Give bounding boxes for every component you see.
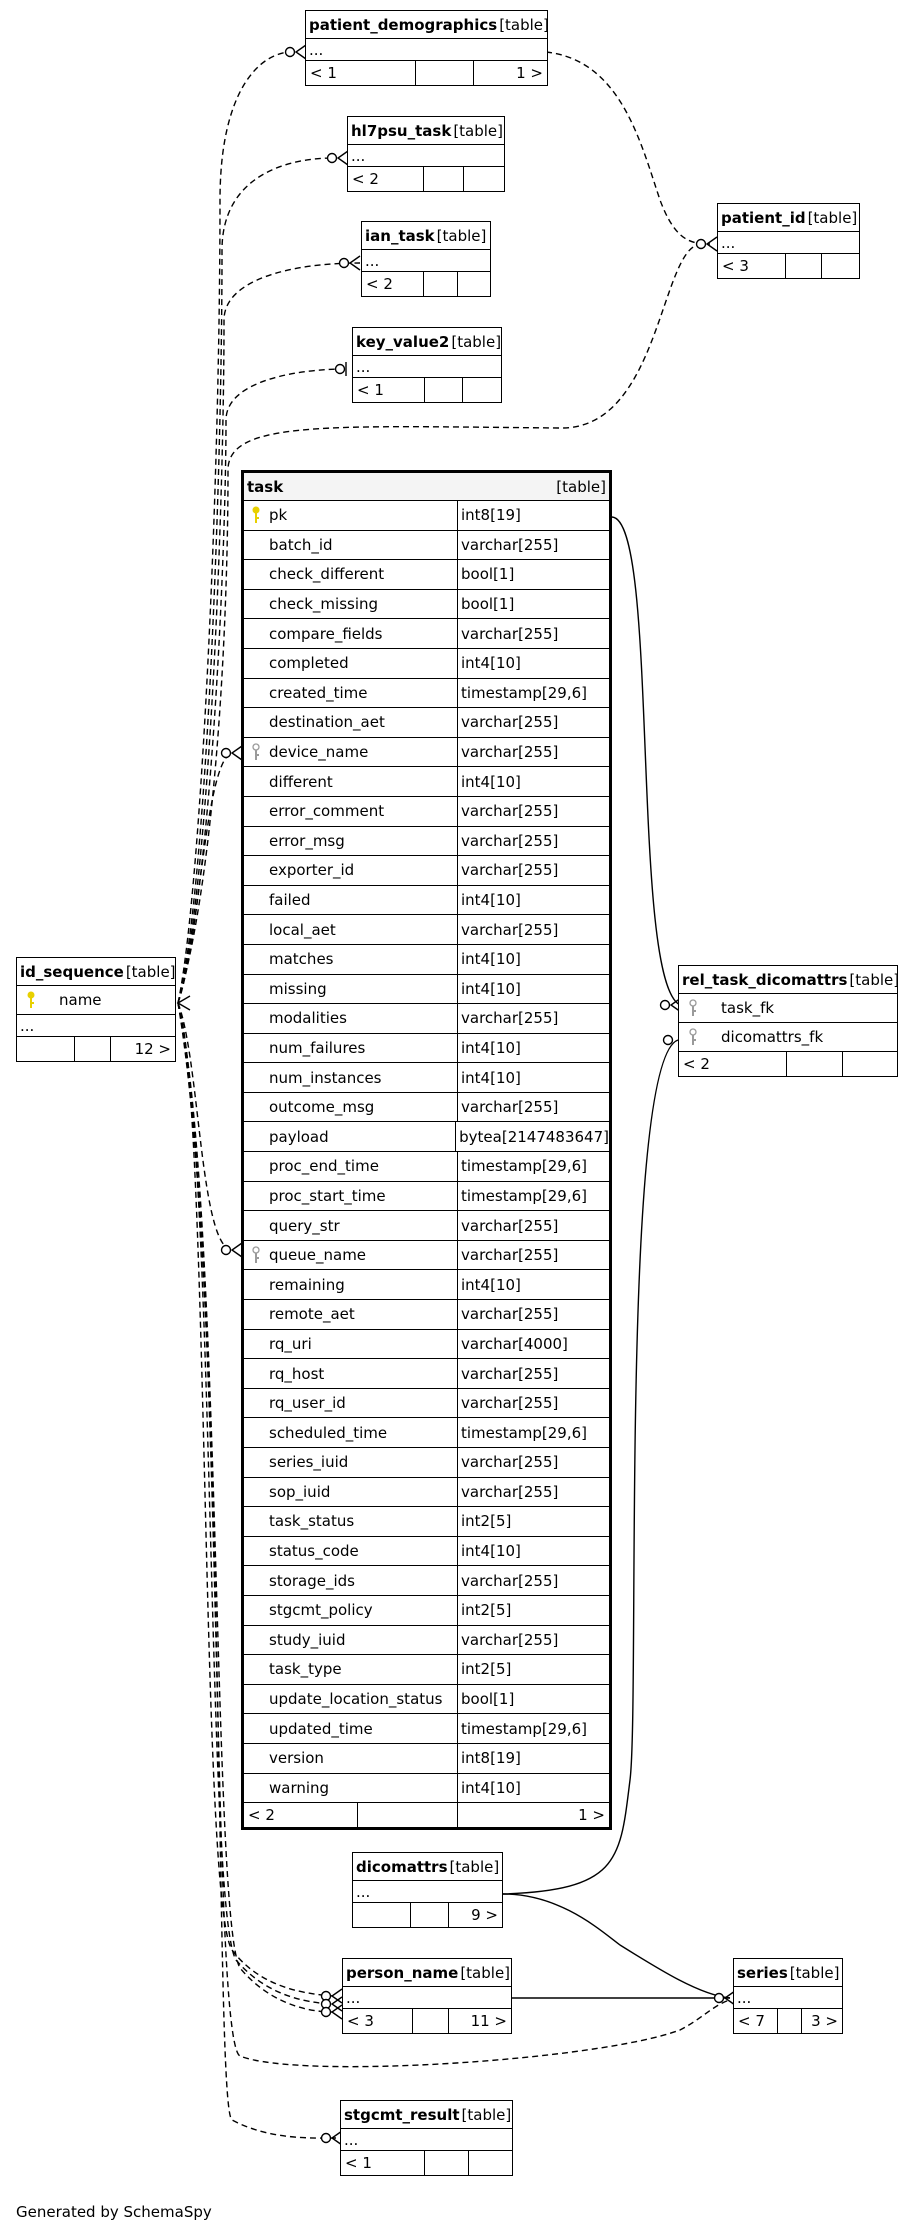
table-type: [table] [556, 477, 606, 496]
optional-marker [322, 2008, 331, 2017]
children-count: 9 > [471, 1906, 498, 1924]
optional-marker [222, 749, 231, 758]
column-type: int4[10] [461, 891, 521, 910]
table-footer [734, 2009, 842, 2033]
table-ian-task[interactable] [361, 221, 491, 297]
column-name: outcome_msg [269, 1098, 375, 1117]
table-type: [table] [499, 15, 549, 34]
link-patient-id-b [546, 52, 710, 244]
table-patient-id[interactable] [717, 203, 860, 279]
table-footer [348, 167, 504, 191]
columns-ellipsis: ... [353, 1881, 502, 1903]
link-task-device-name [178, 753, 232, 1003]
column-name: update_location_status [269, 1690, 443, 1709]
column-row[interactable] [244, 856, 609, 886]
column-row[interactable] [244, 590, 609, 620]
columns-ellipsis: ... [306, 39, 547, 61]
table-name: hl7psu_task [351, 121, 452, 140]
column-name: remote_aet [269, 1305, 355, 1324]
table-stgcmt-result[interactable] [340, 2100, 513, 2176]
column-type: varchar[255] [461, 535, 559, 554]
children-count: 1 > [578, 1806, 605, 1825]
column-row[interactable] [17, 986, 175, 1015]
column-row[interactable] [244, 1685, 609, 1715]
column-row[interactable] [244, 945, 609, 975]
column-type: int4[10] [461, 1275, 521, 1294]
columns-ellipsis: ... [362, 250, 490, 272]
table-id-sequence[interactable] [16, 957, 176, 1062]
column-row[interactable] [244, 1566, 609, 1596]
column-row[interactable] [244, 1182, 609, 1212]
table-footer [343, 2009, 511, 2033]
column-name: num_instances [269, 1068, 382, 1087]
column-row[interactable] [244, 1034, 609, 1064]
parents-count: < 3 [718, 254, 786, 278]
optional-marker [336, 365, 345, 374]
foreign-key-icon [688, 1028, 698, 1046]
column-type: int4[10] [461, 654, 521, 673]
column-type: varchar[255] [461, 1482, 559, 1501]
foreign-key-icon [251, 743, 261, 761]
column-name: sop_iuid [269, 1482, 331, 1501]
table-type: [table] [849, 970, 900, 989]
column-name: payload [269, 1127, 329, 1146]
column-type: varchar[255] [461, 1364, 559, 1383]
column-name: destination_aet [269, 713, 385, 732]
column-type: int4[10] [461, 950, 521, 969]
column-name: scheduled_time [269, 1423, 388, 1442]
column-row[interactable] [244, 1122, 609, 1152]
column-type: varchar[255] [461, 1305, 559, 1324]
primary-key-icon [26, 991, 36, 1009]
column-name: matches [269, 950, 334, 969]
column-row[interactable] [244, 1359, 609, 1389]
column-type: varchar[255] [461, 624, 559, 643]
column-type: varchar[255] [461, 713, 559, 732]
column-name: status_code [269, 1542, 359, 1561]
column-row[interactable] [244, 975, 609, 1005]
column-name: check_missing [269, 595, 379, 614]
column-row[interactable] [244, 1774, 609, 1804]
column-name: failed [269, 891, 311, 910]
column-name: rq_user_id [269, 1394, 346, 1413]
column-type: varchar[255] [461, 802, 559, 821]
column-row[interactable] [244, 1330, 609, 1360]
parents-count: < 1 [306, 61, 416, 85]
parents-count: < 1 [353, 378, 425, 402]
table-footer [679, 1052, 897, 1076]
column-type: int8[19] [461, 1749, 521, 1768]
table-patient-demographics[interactable] [305, 10, 548, 86]
column-row[interactable] [244, 649, 609, 679]
generator-credit: Generated by SchemaSpy [16, 2203, 212, 2221]
optional-marker [322, 2134, 331, 2143]
column-row[interactable] [244, 1241, 609, 1271]
column-type: int2[5] [461, 1601, 512, 1620]
column-name: created_time [269, 683, 368, 702]
crowfoot-marker [707, 237, 717, 251]
table-footer [353, 378, 501, 402]
column-row[interactable] [244, 1063, 609, 1093]
column-row[interactable] [244, 679, 609, 709]
column-name: modalities [269, 1009, 347, 1028]
column-name: batch_id [269, 535, 333, 554]
optional-marker [222, 1246, 231, 1255]
column-row[interactable] [244, 560, 609, 590]
column-row[interactable] [244, 1655, 609, 1685]
link-dicomattrs-series [503, 1894, 730, 1998]
column-name: pk [269, 506, 288, 525]
table-footer [341, 2151, 512, 2175]
column-name: storage_ids [269, 1571, 355, 1590]
optional-marker [340, 259, 349, 268]
table-footer [362, 272, 490, 296]
column-type: varchar[255] [461, 1216, 559, 1235]
table-footer [353, 1903, 502, 1927]
column-type: varchar[4000] [461, 1334, 568, 1353]
column-type: int4[10] [461, 1068, 521, 1087]
column-row[interactable] [244, 1714, 609, 1744]
column-name: task_status [269, 1512, 355, 1531]
column-row[interactable] [679, 1023, 897, 1052]
column-name: rq_uri [269, 1334, 312, 1353]
column-name: name [59, 991, 102, 1009]
column-name: version [269, 1749, 324, 1768]
column-type: timestamp[29,6] [461, 1423, 588, 1442]
table-name: id_sequence [20, 962, 124, 981]
table-name: patient_demographics [309, 15, 498, 34]
column-row[interactable] [244, 1300, 609, 1330]
parents-count: < 3 [343, 2009, 413, 2033]
table-key-value2[interactable] [352, 327, 502, 403]
table-type: [table] [436, 226, 487, 245]
column-row[interactable] [244, 1507, 609, 1537]
column-type: int2[5] [461, 1660, 512, 1679]
column-name: remaining [269, 1275, 345, 1294]
column-name: series_iuid [269, 1453, 349, 1472]
optional-marker [661, 1001, 670, 1010]
columns-ellipsis: ... [341, 2129, 512, 2151]
link-task-queue-name [178, 1003, 232, 1250]
column-name: study_iuid [269, 1630, 346, 1649]
table-type: [table] [789, 1963, 840, 1982]
table-name: rel_task_dicomattrs [682, 970, 848, 989]
table-footer [244, 1803, 609, 1827]
column-name: completed [269, 654, 349, 673]
column-row[interactable] [244, 767, 609, 797]
column-row[interactable] [244, 1478, 609, 1508]
parents-count: < 2 [362, 272, 424, 296]
column-name: proc_start_time [269, 1186, 386, 1205]
column-type: int2[5] [461, 1512, 512, 1531]
columns-ellipsis: ... [718, 232, 859, 254]
column-row[interactable] [244, 1004, 609, 1034]
table-footer [718, 254, 859, 278]
column-name: error_comment [269, 802, 385, 821]
foreign-key-icon [251, 1246, 261, 1264]
columns-ellipsis: ... [348, 145, 504, 167]
column-name: dicomattrs_fk [721, 1028, 824, 1046]
column-type: bool[1] [461, 1690, 515, 1709]
column-row[interactable] [244, 1418, 609, 1448]
column-type: bool[1] [461, 565, 515, 584]
column-type: varchar[255] [461, 831, 559, 850]
table-type: [table] [125, 962, 176, 981]
table-name: series [737, 1963, 788, 1982]
column-type: varchar[255] [461, 1453, 559, 1472]
column-type: timestamp[29,6] [461, 1157, 588, 1176]
optional-marker [286, 48, 295, 57]
table-footer [17, 1037, 175, 1061]
columns-ellipsis: ... [343, 1987, 511, 2009]
column-row[interactable] [244, 1596, 609, 1626]
children-count: 1 > [516, 64, 543, 82]
column-type: bool[1] [461, 595, 515, 614]
children-count: 11 > [470, 2012, 507, 2030]
column-row[interactable] [244, 1211, 609, 1241]
column-row[interactable] [244, 738, 609, 768]
parents-count: < 7 [734, 2009, 778, 2033]
table-name: dicomattrs [356, 1857, 448, 1876]
column-type: timestamp[29,6] [461, 1186, 588, 1205]
columns-ellipsis: ... [17, 1015, 175, 1037]
parents-count: < 2 [348, 167, 424, 191]
column-name: query_str [269, 1216, 340, 1235]
column-type: varchar[255] [461, 1571, 559, 1590]
table-hl7psu-task[interactable] [347, 116, 505, 192]
table-person-name[interactable] [342, 1958, 512, 2034]
parents-count: < 2 [679, 1052, 787, 1076]
column-name: task_fk [721, 999, 775, 1017]
column-type: int4[10] [461, 979, 521, 998]
table-type: [table] [453, 121, 504, 140]
column-name: warning [269, 1778, 330, 1797]
column-type: int4[10] [461, 1542, 521, 1561]
column-name: proc_end_time [269, 1157, 379, 1176]
column-row[interactable] [244, 1744, 609, 1774]
column-name: error_msg [269, 831, 345, 850]
table-series[interactable] [733, 1958, 843, 2034]
columns-ellipsis: ... [734, 1987, 842, 2009]
column-type: timestamp[29,6] [461, 1719, 588, 1738]
table-name: person_name [346, 1963, 459, 1982]
column-row[interactable] [244, 797, 609, 827]
table-type: [table] [460, 1963, 511, 1982]
column-row[interactable] [244, 1389, 609, 1419]
column-name: missing [269, 979, 327, 998]
column-name: queue_name [269, 1246, 367, 1265]
table-footer [306, 61, 547, 85]
column-name: device_name [269, 743, 369, 762]
column-row[interactable] [679, 994, 897, 1023]
table-dicomattrs[interactable] [352, 1852, 503, 1928]
column-type: varchar[255] [461, 1394, 559, 1413]
table-rel-task-dicomattrs[interactable] [678, 965, 898, 1077]
optional-marker [328, 154, 337, 163]
column-row[interactable] [244, 827, 609, 857]
column-row[interactable] [244, 1152, 609, 1182]
column-name: num_failures [269, 1038, 366, 1057]
column-type: varchar[255] [461, 861, 559, 880]
link-task-pk-rel [612, 517, 680, 1005]
column-row[interactable] [244, 501, 609, 531]
column-name: compare_fields [269, 624, 383, 643]
task-columns [244, 501, 609, 1803]
column-row[interactable] [244, 1270, 609, 1300]
children-count: 3 > [811, 2012, 838, 2030]
column-row[interactable] [244, 531, 609, 561]
table-type: [table] [451, 332, 502, 351]
column-name: updated_time [269, 1719, 373, 1738]
column-row[interactable] [244, 886, 609, 916]
parents-count: < 1 [341, 2151, 425, 2175]
column-type: bytea[2147483647] [459, 1127, 609, 1146]
column-type: int4[10] [461, 1778, 521, 1797]
table-type: [table] [461, 2105, 512, 2124]
column-row[interactable] [244, 1626, 609, 1656]
column-type: timestamp[29,6] [461, 683, 588, 702]
column-row[interactable] [244, 1448, 609, 1478]
optional-marker [697, 240, 706, 249]
column-type: int4[10] [461, 772, 521, 791]
column-type: varchar[255] [461, 1098, 559, 1117]
column-name: stgcmt_policy [269, 1601, 373, 1620]
table-name: task [247, 477, 284, 496]
column-name: rq_host [269, 1364, 325, 1383]
table-name: stgcmt_result [344, 2105, 460, 2124]
primary-key-icon [251, 506, 261, 524]
column-row[interactable] [244, 1093, 609, 1123]
parents-count: < 2 [244, 1803, 358, 1827]
column-name: exporter_id [269, 861, 355, 880]
optional-marker [715, 1994, 724, 2003]
column-type: int4[10] [461, 1038, 521, 1057]
table-name: ian_task [365, 226, 435, 245]
columns-ellipsis: ... [353, 356, 501, 378]
table-type: [table] [807, 208, 858, 227]
column-row[interactable] [244, 915, 609, 945]
column-type: varchar[255] [461, 920, 559, 939]
table-name: patient_id [721, 208, 806, 227]
column-type: varchar[255] [461, 743, 559, 762]
column-name: local_aet [269, 920, 336, 939]
optional-marker [664, 1036, 673, 1045]
table-type: [table] [449, 1857, 500, 1876]
column-type: varchar[255] [461, 1246, 559, 1265]
column-row[interactable] [244, 619, 609, 649]
column-type: int8[19] [461, 506, 521, 525]
column-name: check_different [269, 565, 385, 584]
table-name: key_value2 [356, 332, 450, 351]
foreign-key-icon [688, 999, 698, 1017]
column-type: varchar[255] [461, 1009, 559, 1028]
children-count: 12 > [134, 1040, 171, 1058]
column-row[interactable] [244, 708, 609, 738]
column-name: task_type [269, 1660, 342, 1679]
column-name: different [269, 772, 333, 791]
table-task[interactable] [241, 470, 612, 1830]
column-type: varchar[255] [461, 1630, 559, 1649]
column-row[interactable] [244, 1537, 609, 1567]
